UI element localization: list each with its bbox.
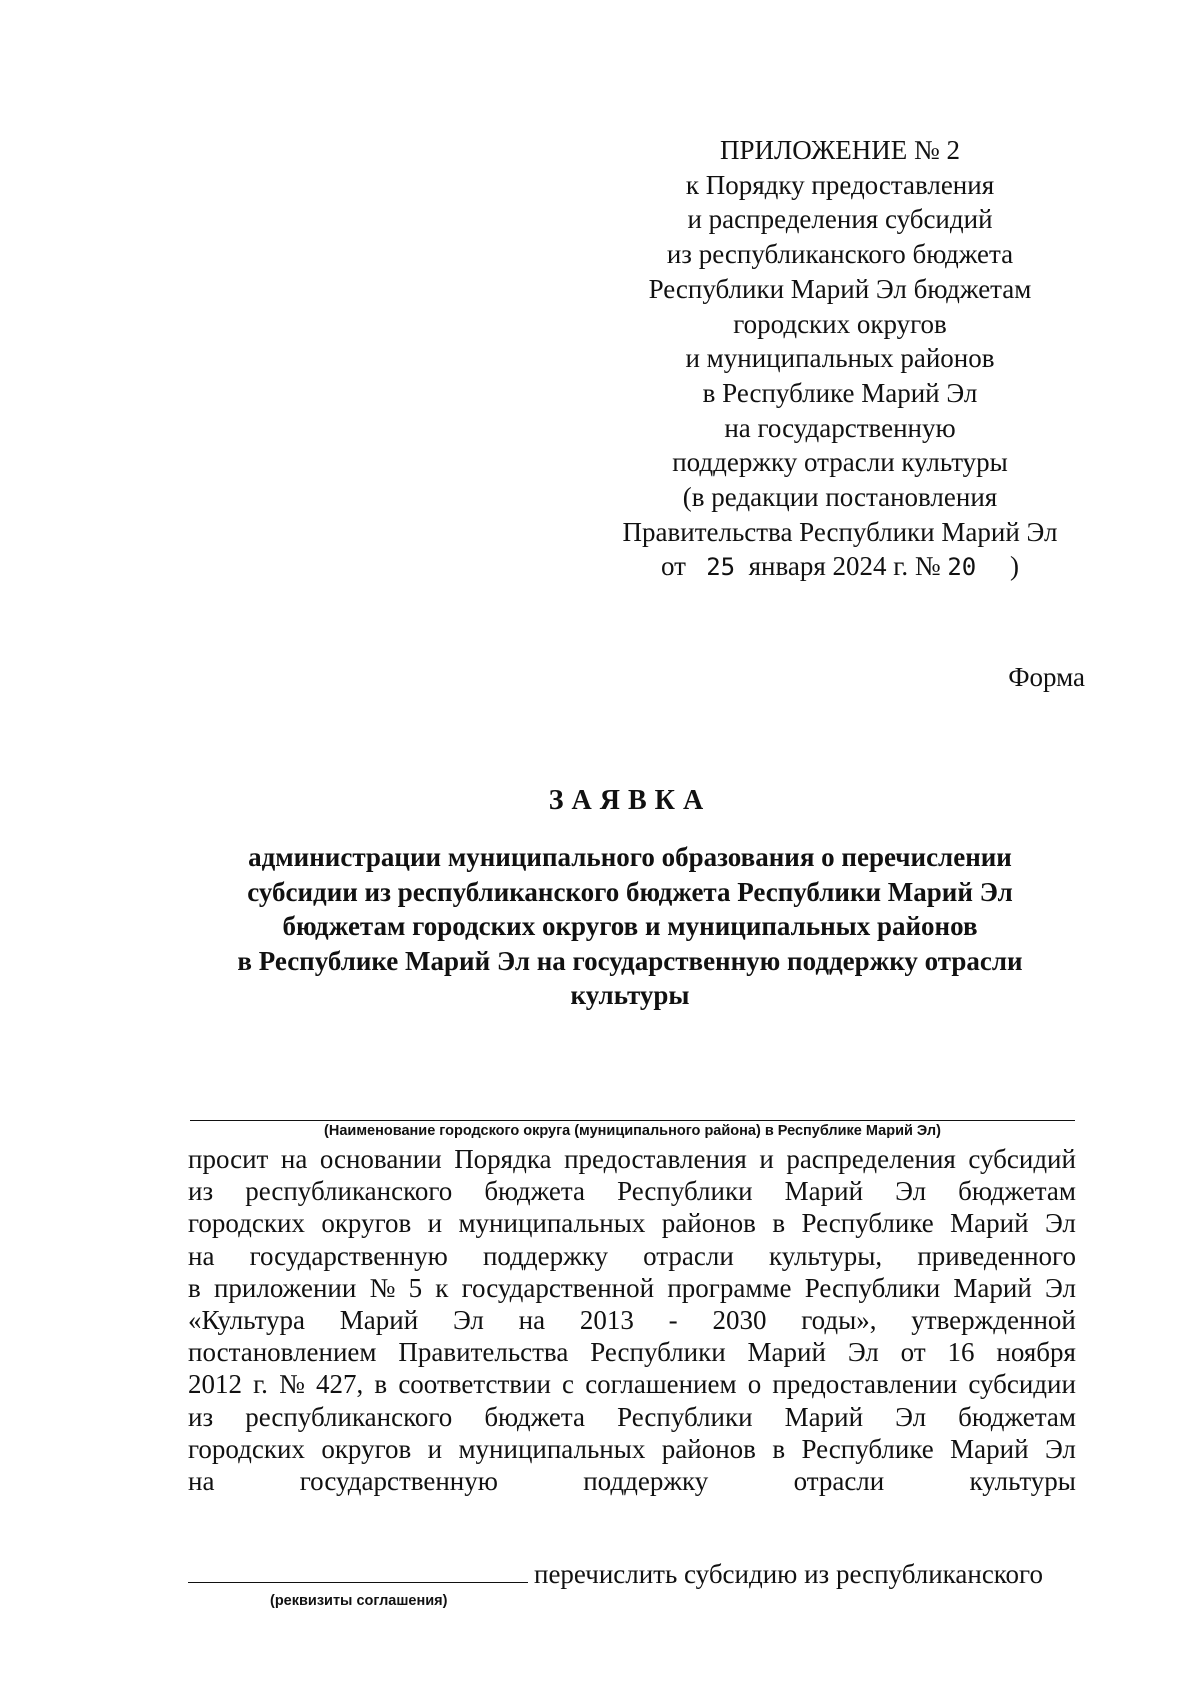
document-subtitle: [200, 840, 1060, 1013]
body-word: и: [427, 1433, 443, 1464]
body-line: [188, 1240, 1076, 1272]
body-word: соглашением: [585, 1369, 737, 1400]
body-word: №: [369, 1272, 396, 1303]
body-word: 427,: [316, 1369, 364, 1400]
body-word: распределения: [786, 1144, 956, 1174]
body-word: ноября: [996, 1337, 1076, 1368]
body-word: в: [188, 1272, 201, 1303]
body-word: Марий: [950, 1433, 1029, 1464]
body-word: основании: [319, 1144, 442, 1174]
agreement-line: [188, 1556, 1076, 1590]
body-word: Марий: [784, 1176, 864, 1207]
appendix-line: на государственную: [724, 412, 956, 443]
body-word: на: [280, 1144, 308, 1174]
body-word: 2030: [712, 1305, 767, 1336]
body-word: Эл: [847, 1337, 879, 1368]
body-word: Марий: [747, 1337, 826, 1368]
body-line: [188, 1336, 1076, 1368]
body-word: поддержку: [482, 1240, 608, 1271]
body-word: муниципальных: [458, 1208, 646, 1239]
agreement-details-caption: (реквизиты соглашения): [270, 1593, 448, 1609]
appendix-line: ПРИЛОЖЕНИЕ № 2: [719, 135, 961, 165]
body-word: Марий: [784, 1401, 864, 1432]
date-prefix: от: [661, 551, 686, 582]
body-word: годы»,: [801, 1305, 877, 1336]
appendix-line: Республики Марий Эл бюджетам: [648, 273, 1032, 304]
body-word: Марий: [953, 1272, 1032, 1303]
agreement-details-field: [188, 1556, 528, 1583]
body-word: Республики: [617, 1401, 753, 1432]
body-word: из: [188, 1401, 214, 1432]
body-word: 2013: [579, 1305, 634, 1336]
body-word: Марий: [950, 1208, 1029, 1239]
body-word: г.: [253, 1369, 268, 1400]
body-word: постановлением: [188, 1337, 377, 1368]
body-word: государственную: [249, 1240, 448, 1271]
subtitle-line: в Республике Марий Эл на государственную поддержку отрасли: [237, 945, 1023, 976]
body-word: бюджетам: [958, 1401, 1076, 1432]
body-word: республиканского: [245, 1176, 453, 1207]
form-label: Форма: [1008, 662, 1085, 692]
municipality-name-field-line: [190, 1120, 1075, 1121]
body-word: Порядка: [454, 1144, 552, 1174]
body-word: к: [435, 1272, 449, 1303]
body-word: районов: [661, 1208, 756, 1239]
body-word: приложении: [213, 1272, 357, 1303]
body-word: городских: [188, 1433, 305, 1464]
body-word: из: [188, 1176, 214, 1207]
body-word: в: [772, 1433, 786, 1464]
date-number: 20: [947, 553, 977, 582]
body-word: Эл: [1045, 1272, 1076, 1303]
body-word: о: [747, 1369, 762, 1400]
body-line: [188, 1433, 1076, 1465]
body-word: государственной: [461, 1272, 655, 1303]
body-word: в: [374, 1369, 388, 1400]
subtitle-line: администрации муниципального образования о перечислении: [248, 842, 1012, 872]
body-word: №: [279, 1369, 305, 1400]
body-word: 2012: [188, 1369, 242, 1400]
body-word: Эл: [1044, 1433, 1076, 1464]
appendix-line: Правительства Республики Марий Эл: [622, 516, 1058, 547]
date-day: 25: [706, 553, 736, 582]
request-body: [188, 1143, 1076, 1497]
body-word: бюджетам: [958, 1176, 1076, 1207]
date-suffix: ): [1009, 551, 1019, 582]
body-word: Эл: [895, 1176, 927, 1207]
body-word: субсидии: [968, 1369, 1076, 1400]
body-word: 16: [947, 1337, 975, 1368]
body-word: «Культура: [188, 1305, 305, 1336]
body-word: отрасли: [793, 1466, 885, 1497]
body-word: субсидий: [968, 1144, 1076, 1174]
appendix-date-line: [590, 549, 1090, 585]
body-word: и: [759, 1144, 774, 1174]
subtitle-line: субсидии из республиканского бюджета Республики Марий Эл: [247, 876, 1013, 907]
body-word: Республике: [801, 1208, 934, 1239]
appendix-line: (в редакции постановления: [682, 482, 998, 513]
body-word: с: [562, 1369, 575, 1400]
body-word: отрасли: [643, 1240, 734, 1271]
body-word: культуры: [969, 1466, 1076, 1497]
document-title: ЗАЯВКА: [548, 785, 712, 816]
body-word: Марий: [339, 1305, 419, 1336]
body-word: соответствии: [398, 1369, 551, 1400]
body-word: Республике: [801, 1433, 934, 1464]
body-word: на: [188, 1240, 215, 1271]
appendix-line: из республиканского бюджета: [666, 239, 1014, 270]
body-word: -: [668, 1305, 678, 1336]
body-word: Эл: [452, 1305, 484, 1336]
subtitle-line: культуры: [570, 980, 690, 1010]
body-line: [188, 1207, 1076, 1239]
appendix-line: городских округов: [733, 308, 947, 339]
body-word: культуры,: [768, 1240, 883, 1271]
body-word: Республики: [617, 1176, 753, 1207]
body-line: [188, 1465, 1076, 1497]
body-word: городских: [188, 1208, 305, 1239]
body-word: программе: [667, 1272, 792, 1303]
appendix-line: поддержку отрасли культуры: [672, 447, 1008, 478]
body-word: Республики: [804, 1272, 941, 1303]
body-word: 5: [408, 1272, 423, 1303]
subtitle-line: бюджетам городских округов и муниципальных районов: [282, 911, 978, 941]
municipality-name-caption: (Наименование городского округа (муниципального района) в Республике Марий Эл): [324, 1123, 941, 1139]
body-word: округов: [321, 1208, 412, 1239]
appendix-line: и муниципальных районов: [685, 343, 995, 374]
body-word: Эл: [1044, 1208, 1076, 1239]
body-line: [188, 1175, 1076, 1207]
body-line: [188, 1368, 1076, 1400]
body-word: в: [772, 1208, 786, 1239]
body-word: бюджета: [484, 1176, 585, 1207]
body-word: Республики: [590, 1337, 726, 1368]
body-word: от: [900, 1337, 926, 1368]
body-word: районов: [661, 1433, 756, 1464]
body-word: республиканского: [245, 1401, 453, 1432]
body-word: предоставлении: [772, 1369, 958, 1400]
body-word: предоставления: [564, 1144, 747, 1174]
body-word: приведенного: [917, 1240, 1076, 1271]
body-word: Правительства: [398, 1337, 569, 1368]
body-word: поддержку: [583, 1466, 709, 1497]
appendix-line: в Республике Марий Эл: [702, 377, 978, 408]
body-line: [188, 1304, 1076, 1336]
body-word: на: [188, 1466, 215, 1497]
appendix-header: [590, 133, 1090, 585]
body-line: [188, 1272, 1076, 1304]
agreement-line-text: перечислить субсидию из республиканского: [534, 1559, 1043, 1589]
date-middle: января 2024 г. №: [748, 551, 941, 582]
body-word: Эл: [895, 1401, 927, 1432]
body-word: бюджета: [484, 1401, 585, 1432]
body-word: государственную: [299, 1466, 498, 1497]
body-word: округов: [321, 1433, 412, 1464]
body-word: просит: [188, 1144, 269, 1174]
body-word: утвержденной: [911, 1305, 1076, 1336]
appendix-line: и распределения субсидий: [687, 204, 993, 235]
body-word: муниципальных: [458, 1433, 646, 1464]
appendix-line: к Порядку предоставления: [685, 169, 995, 200]
body-line: [188, 1143, 1076, 1175]
body-word: и: [427, 1208, 443, 1239]
body-line: [188, 1401, 1076, 1433]
body-word: на: [518, 1305, 546, 1336]
